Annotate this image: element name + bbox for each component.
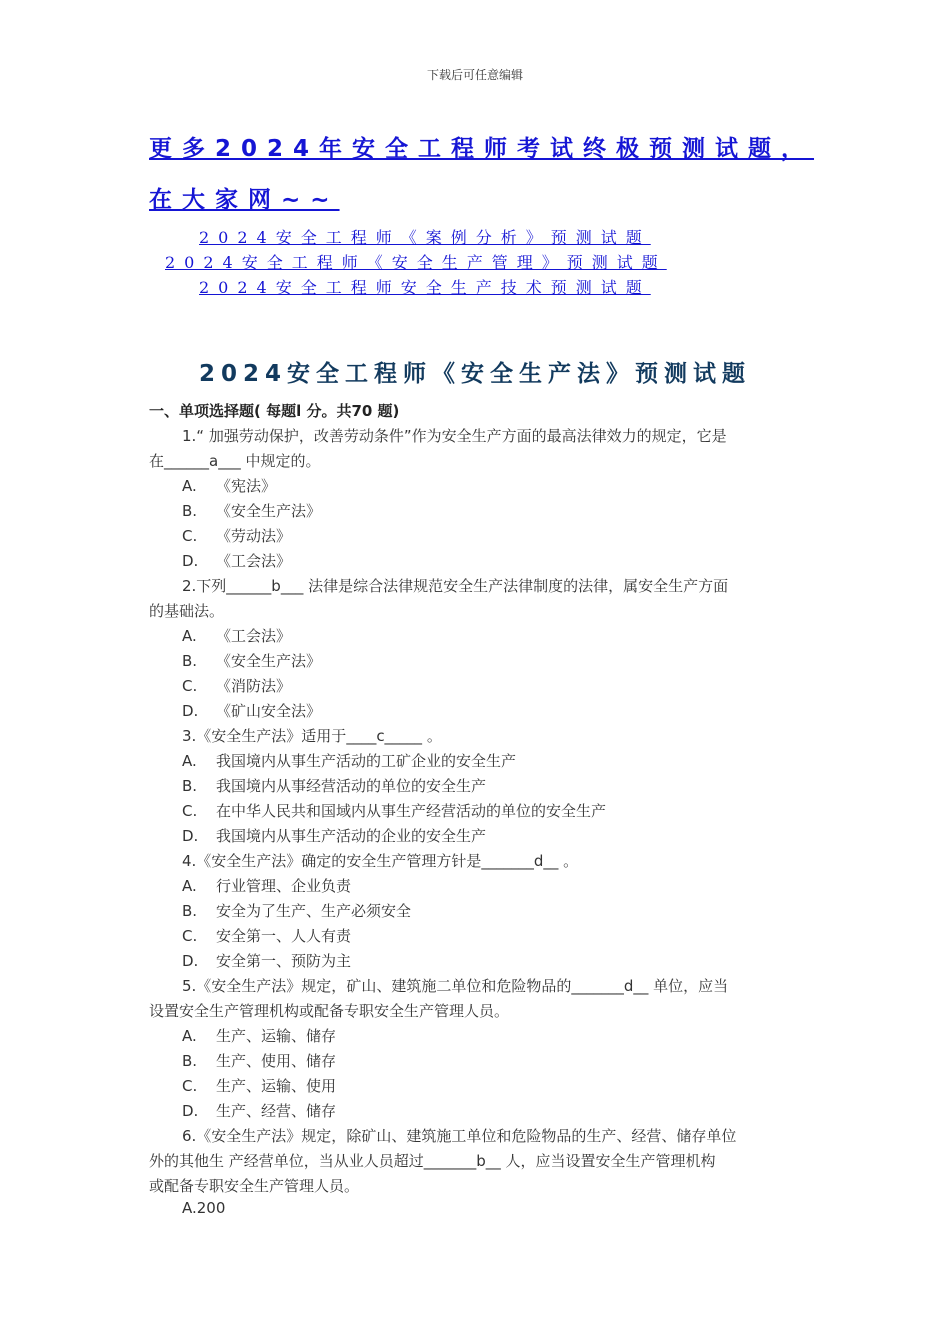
option-text: 我国境内从事生产活动的企业的安全生产 bbox=[216, 827, 487, 845]
option-text: 生产、经营、储存 bbox=[216, 1102, 337, 1120]
question-1-option-d bbox=[182, 550, 291, 571]
option-text: 行业管理、企业负责 bbox=[216, 877, 352, 895]
option-letter: A. bbox=[182, 627, 197, 645]
question-6-option-a: A.200 bbox=[182, 1199, 226, 1217]
question-2-continuation: 的基础法。 bbox=[149, 602, 225, 620]
question-5-option-d bbox=[182, 1100, 336, 1121]
option-text: 我国境内从事经营活动的单位的安全生产 bbox=[216, 777, 487, 795]
question-5-option-c bbox=[182, 1075, 336, 1096]
option-text: 安全第一、人人有责 bbox=[216, 927, 352, 945]
option-text: 生产、使用、储存 bbox=[216, 1052, 337, 1070]
option-text: 《矿山安全法》 bbox=[216, 702, 322, 720]
question-2-text: 2.下列______b___ 法律是综合法律规范安全生产法律制度的法律，属安全生产方面 bbox=[182, 577, 729, 595]
option-letter: D. bbox=[182, 702, 199, 720]
option-letter: A. bbox=[182, 1027, 197, 1045]
option-letter: B. bbox=[182, 652, 198, 670]
question-4-option-a bbox=[182, 875, 351, 896]
option-text: 《工会法》 bbox=[216, 627, 292, 645]
question-2-option-c bbox=[182, 675, 291, 696]
promo-link-line-2[interactable]: 在大家网~~ bbox=[149, 187, 340, 213]
option-letter: C. bbox=[182, 927, 198, 945]
option-letter: D. bbox=[182, 1102, 199, 1120]
question-5-option-b bbox=[182, 1050, 336, 1071]
option-letter: D. bbox=[182, 552, 199, 570]
option-text: 我国境内从事生产活动的工矿企业的安全生产 bbox=[216, 752, 517, 770]
question-5-continuation: 设置安全生产管理机构或配备专职安全生产管理人员。 bbox=[149, 1002, 510, 1020]
option-letter: B. bbox=[182, 902, 198, 920]
option-letter: B. bbox=[182, 502, 198, 520]
option-text: 《安全生产法》 bbox=[216, 652, 322, 670]
option-text: 《安全生产法》 bbox=[216, 502, 322, 520]
option-letter: C. bbox=[182, 527, 198, 545]
question-3-option-c bbox=[182, 800, 606, 821]
question-3-option-a bbox=[182, 750, 516, 771]
link-case-analysis[interactable]: 2024安全工程师《案例分析》预测试题 bbox=[199, 228, 651, 247]
question-1-continuation: 在______a___ 中规定的。 bbox=[149, 452, 321, 470]
question-1-text: 1.“ 加强劳动保护，改善劳动条件”作为安全生产方面的最高法律效力的规定，它是 bbox=[182, 427, 727, 445]
option-text: 安全为了生产、生产必须安全 bbox=[216, 902, 412, 920]
option-text: 《工会法》 bbox=[216, 552, 292, 570]
option-letter: C. bbox=[182, 802, 198, 820]
option-text: 《宪法》 bbox=[216, 477, 277, 495]
option-text: 生产、运输、储存 bbox=[216, 1027, 337, 1045]
section-heading: 一、单项选择题( 每题l 分。共70 题) bbox=[149, 402, 400, 420]
question-4-text: 4.《安全生产法》确定的安全生产管理方针是_______d__ 。 bbox=[182, 852, 579, 870]
document-title: 2024安全工程师《安全生产法》预测试题 bbox=[198, 361, 751, 387]
question-3-option-d bbox=[182, 825, 486, 846]
option-text: 在中华人民共和国域内从事生产经营活动的单位的安全生产 bbox=[216, 802, 607, 820]
promo-link-line-1[interactable]: 更多2024年安全工程师考试终极预测试题， bbox=[149, 136, 815, 162]
option-letter: A. bbox=[182, 752, 197, 770]
option-letter: B. bbox=[182, 777, 198, 795]
question-5-text: 5.《安全生产法》规定，矿山、建筑施二单位和危险物品的_______d__ 单位，应当 bbox=[182, 977, 729, 995]
question-3-text: 3.《安全生产法》适用于____c_____ 。 bbox=[182, 727, 442, 745]
question-4-option-b bbox=[182, 900, 411, 921]
question-4-option-d bbox=[182, 950, 351, 971]
question-1-option-a bbox=[182, 475, 276, 496]
option-letter: D. bbox=[182, 827, 199, 845]
header-note: 下载后可任意编辑 bbox=[426, 68, 523, 82]
question-3-option-b bbox=[182, 775, 486, 796]
question-2-option-d bbox=[182, 700, 321, 721]
option-text: 安全第一、预防为主 bbox=[216, 952, 352, 970]
question-5-option-a bbox=[182, 1025, 336, 1046]
question-6-continuation-2: 或配备专职安全生产管理人员。 bbox=[149, 1177, 360, 1195]
option-letter: A. bbox=[182, 877, 197, 895]
question-6-continuation-1: 外的其他生 产经营单位，当从业人员超过_______b__ 人，应当设置安全生产管理机构 bbox=[149, 1152, 716, 1170]
option-letter: C. bbox=[182, 1077, 198, 1095]
question-6-text: 6.《安全生产法》规定，除矿山、建筑施工单位和危险物品的生产、经营、储存单位 bbox=[182, 1127, 737, 1145]
link-safety-technology[interactable]: 2024安全工程师安全生产技术预测试题 bbox=[199, 278, 651, 297]
option-letter: D. bbox=[182, 952, 199, 970]
question-2-option-b bbox=[182, 650, 321, 671]
link-safety-management[interactable]: 2024安全工程师《安全生产管理》预测试题 bbox=[165, 253, 667, 272]
question-4-option-c bbox=[182, 925, 351, 946]
option-letter: C. bbox=[182, 677, 198, 695]
question-1-option-c bbox=[182, 525, 291, 546]
question-2-option-a bbox=[182, 625, 291, 646]
option-letter: A. bbox=[182, 477, 197, 495]
option-text: 《劳动法》 bbox=[216, 527, 292, 545]
question-1-option-b bbox=[182, 500, 321, 521]
option-text: 生产、运输、使用 bbox=[216, 1077, 337, 1095]
option-letter: B. bbox=[182, 1052, 198, 1070]
option-text: 《消防法》 bbox=[216, 677, 292, 695]
